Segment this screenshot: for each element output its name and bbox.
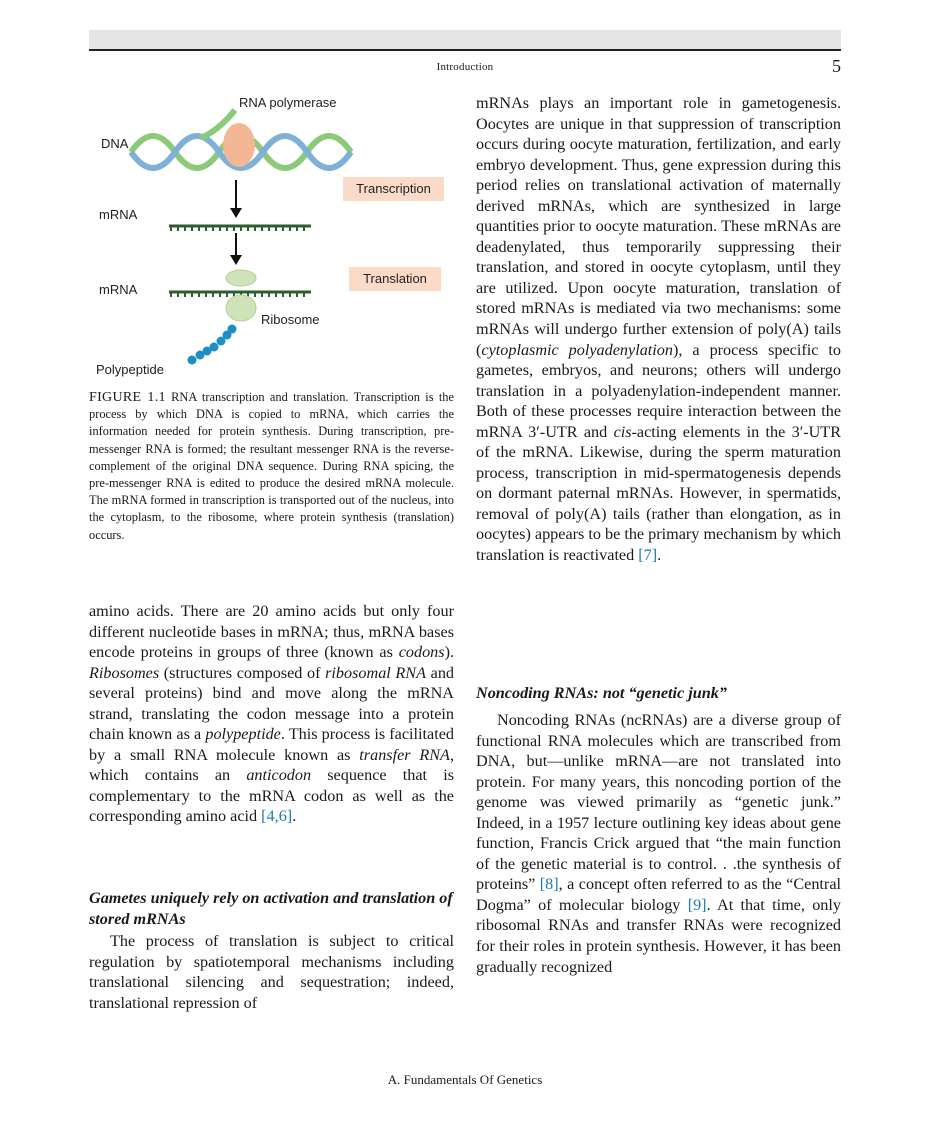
label-rna-polymerase: RNA polymerase (239, 95, 337, 110)
text-run: . (657, 546, 662, 565)
text-run: and several proteins) bind and move along the mRNA strand, translating the codon message into a protein chain known as a (89, 663, 455, 744)
ribosome-large-subunit (226, 295, 256, 321)
text-run: . This process is facilitated by a small RNA molecule known as (89, 725, 454, 764)
text-run: Noncoding RNAs (ncRNAs) are a diverse group of functional RNA molecules which are transcribed from DNA, but—unlike mRNA—are not translated into protein. For many years, this noncoding portion of the genome was viewed primarily as “genetic junk.” Indeed, in a 1957 lecture outlining key ideas about gene function, Francis Crick argued that “the main function of the genetic material is to control. . .the synthesis of proteins” (476, 711, 841, 894)
label-dna: DNA (101, 136, 129, 151)
mrna-strand-top (169, 226, 311, 231)
label-ribosome: Ribosome (261, 312, 320, 327)
figure-number: FIGURE 1.1 (89, 390, 166, 405)
text-run: . At that time, only ribosomal RNAs and transfer RNAs were recognized for their roles in protein synthesis. However, it has been gradually recognized (476, 895, 841, 976)
right-column-paragraph-2 (476, 710, 841, 977)
header-bar (89, 30, 841, 49)
page-footer: A. Fundamentals Of Genetics (387, 1072, 543, 1087)
figure-caption (89, 389, 454, 544)
polypeptide-chain (188, 325, 237, 365)
citation-link[interactable]: [7] (638, 546, 658, 565)
figure-illustration (89, 90, 454, 385)
box-translation: Translation (349, 267, 441, 291)
text-run: , a concept often referred to as the “Central Dogma” of molecular biology (476, 875, 842, 914)
header-rule (89, 49, 841, 51)
text-run: ), a process specific to gametes, embryos, and neurons; others will undergo translation in a polyadenylation-independent manner. Both of these processes require interaction between the mRNA 3′-UTR and (476, 340, 841, 441)
citation-link[interactable]: [4,6] (261, 807, 293, 826)
citation-link[interactable]: [9] (687, 895, 707, 914)
term-codons: codons (398, 643, 445, 662)
text-run: amino acids. There are 20 amino acids but only four different nucleotide bases in mRNA; thus, mRNA bases encode proteins in groups of three (known as (89, 602, 454, 662)
box-transcription: Transcription (343, 177, 444, 201)
figure-rna-transcription-translation (89, 90, 454, 385)
left-column-section (89, 888, 454, 1013)
left-column-paragraph-2: The process of translation is subject to critical regulation by spatiotemporal mechanisms including translational silencing and sequestration; indeed, translational repression of (89, 932, 454, 1012)
term-ribosomal-rna: ribosomal RNA (325, 663, 426, 682)
term-ribosomes: Ribosomes (89, 663, 160, 682)
term-transfer-rna: transfer RNA (359, 745, 450, 764)
right-column-paragraph-1 (476, 93, 841, 566)
citation-link[interactable]: [8] (539, 875, 559, 894)
term-anticodon: anticodon (246, 766, 312, 785)
term-cytoplasmic-polyadenylation: cytoplasmic polyadenylation (481, 340, 673, 359)
label-mrna-bottom: mRNA (99, 282, 138, 297)
text-run: sequence that is complementary to the mRNA codon as well as the corresponding amino acid (89, 766, 454, 826)
page-number: 5 (832, 56, 841, 76)
text-run: (structures composed of (159, 663, 326, 682)
term-polypeptide: polypeptide (205, 725, 281, 744)
text-run: mRNAs plays an important role in gametogenesis. Oocytes are unique in that suppression of transcription occurs during oocyte maturation, fertilization, and early embryo development. Thus, gene expression during this period relies on translational activation of maternally derived mRNAs, which are synthesized in large quantities prior to oocyte maturation. These mRNAs are deadenylated, thus temporarily suppressing their translation, and stored in oocyte cytoplasm, until they are utilized. Upon oocyte maturation, translation of stored mRNAs is mediated via two mechanisms: some mRNAs will undergo further extension of poly(A) tails ( (476, 94, 841, 359)
ribosome-small-subunit (226, 270, 256, 286)
caption-text: RNA transcription and translation. Transcription is the process by which DNA is copied to mRNA, which carries the information needed for protein synthesis. During transcription, pre-messenger RNA is formed; the resultant messenger RNA is the reverse-complement of the original DNA sequence. During RNA spicing, the pre-messenger RNA is edited to produce the desired mRNA molecule. The mRNA formed in transcription is transported out of the nucleus, into the cytoplasm, to the ribosome, where protein synthesis (translation) occurs. (89, 390, 454, 542)
label-mrna-top: mRNA (99, 207, 138, 222)
running-title: Introduction (436, 61, 494, 73)
text-run: -acting elements in the 3′-UTR of the mRNA. Likewise, during the sperm maturation process, transcription in mid-spermatogenesis depends on dormant paternal mRNAs. However, in spermatids, removal of poly(A) tails (rather than elongation, as in oocytes) appears to be the primary mechanism by which translation is reactivated (476, 422, 842, 565)
rna-polymerase-shape (223, 123, 255, 167)
text-run: , which contains an (89, 745, 454, 785)
section-heading-noncoding-rnas: Noncoding RNAs: not “genetic junk” (476, 684, 727, 702)
arrowhead-transcription (230, 208, 242, 218)
text-run: ). (444, 643, 454, 662)
term-cis: cis (613, 422, 632, 441)
left-column-paragraph-1 (89, 601, 454, 827)
section-heading-gametes: Gametes uniquely rely on activation and translation of stored mRNAs (89, 889, 453, 928)
label-polypeptide: Polypeptide (96, 362, 164, 377)
text-run: . (292, 807, 297, 826)
arrowhead-translation (230, 255, 242, 265)
